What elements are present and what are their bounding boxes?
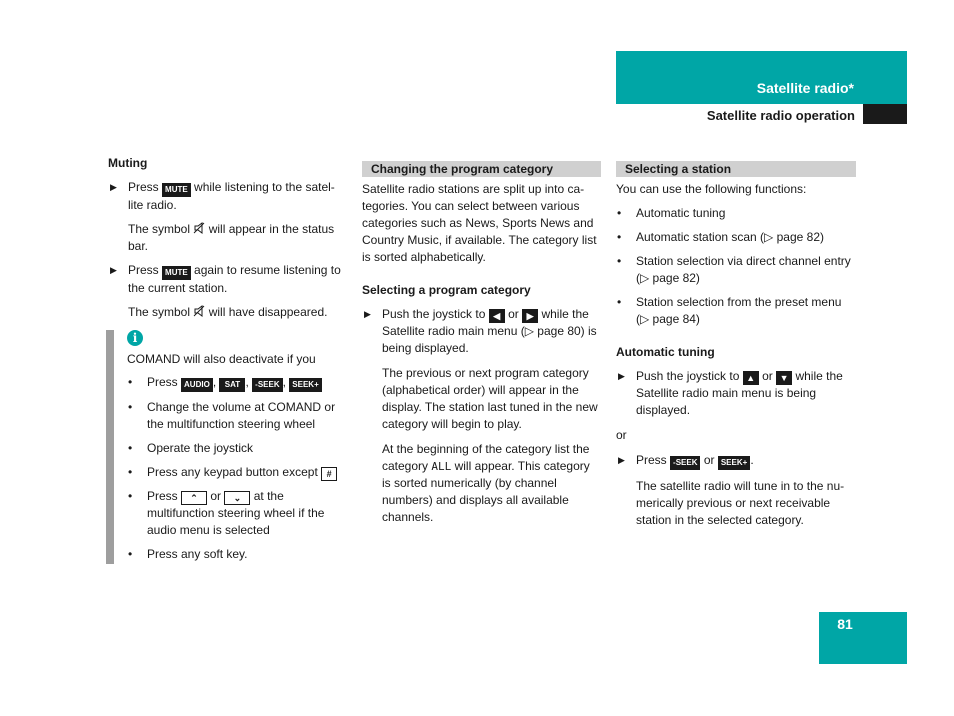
bullet-icon: • bbox=[128, 441, 133, 455]
page-number: 81 bbox=[837, 616, 853, 632]
note-symbol-disappear: The symbol will have disappeared. bbox=[128, 305, 328, 319]
joystick-left-icon: ◀ bbox=[489, 309, 505, 323]
seek-minus-key-icon: -SEEK bbox=[670, 456, 700, 470]
or-text: or bbox=[616, 428, 627, 442]
section-title: Satellite radio* bbox=[756, 80, 854, 96]
sat-key-icon: SAT bbox=[219, 378, 245, 392]
section-subtitle: Satellite radio operation bbox=[706, 108, 855, 123]
station-bullet: • Station selection via direct channel entry (▷ page 82) bbox=[617, 254, 851, 285]
bullet-icon: • bbox=[617, 295, 622, 309]
header-band bbox=[616, 51, 907, 104]
header-tab-marker bbox=[863, 104, 907, 124]
step-unmute: ▶ Press MUTE again to resume listening to the current station. bbox=[110, 263, 341, 295]
tuning-result: The satellite radio will tune in to the nu-merically previous or next receivable station in the selected category. bbox=[636, 479, 845, 527]
info-icon: i bbox=[127, 330, 143, 346]
arrow-icon: ▶ bbox=[618, 371, 625, 381]
info-bullet-softkey: • Press any soft key. bbox=[128, 547, 248, 561]
info-bullet-keys: • Press AUDIO , SAT , -SEEK , SEEK+ bbox=[127, 374, 349, 392]
seek-plus-key-icon: SEEK+ bbox=[289, 378, 321, 392]
arrow-icon: ▶ bbox=[110, 182, 117, 192]
heading-muting: Muting bbox=[108, 156, 148, 170]
section-bar-station: Selecting a station bbox=[616, 161, 856, 177]
station-bullet: • Automatic station scan (▷ page 82) bbox=[617, 230, 824, 244]
category-result: The previous or next program category (alphabetical order) will appear in the display. The station last tuned in the new category will begin to play. bbox=[382, 366, 598, 431]
step-joystick-tuning: ▶ Push the joystick to ▲ or ▼ while the Satellite radio main menu is being displayed. bbox=[618, 369, 843, 417]
info-bullet-joystick: • Operate the joystick bbox=[128, 441, 254, 455]
mute-key-icon: MUTE bbox=[162, 266, 191, 280]
station-intro: You can use the following functions: bbox=[616, 182, 807, 196]
step-seek-keys: ▶ Press -SEEK or SEEK+ . bbox=[616, 452, 856, 470]
joystick-down-icon: ▼ bbox=[776, 371, 792, 385]
joystick-up-icon: ▲ bbox=[743, 371, 759, 385]
hash-key-icon: # bbox=[321, 467, 337, 481]
info-box bbox=[127, 330, 349, 563]
column-category bbox=[362, 161, 601, 526]
info-bullet-volume: • Change the volume at COMAND or the multifunction steering wheel bbox=[128, 400, 336, 431]
steering-down-key-icon: ⌄ bbox=[224, 491, 250, 505]
category-intro: Satellite radio stations are split up into ca-tegories. You can select between various categories such as News, Sports News and Country Music, if available. The category list is sorted alphabetically. bbox=[362, 182, 597, 264]
bullet-icon: • bbox=[617, 206, 622, 220]
mute-key-icon: MUTE bbox=[162, 183, 191, 197]
column-muting bbox=[108, 155, 348, 321]
speaker-muted-icon bbox=[193, 222, 205, 234]
category-all-note: At the beginning of the category list the category ALL will appear. This category is sorted numerically (by channel numbers) and displays all available channels. bbox=[382, 442, 590, 524]
bullet-icon: • bbox=[128, 400, 133, 414]
info-side-bar bbox=[106, 330, 114, 564]
info-bullet-keypad: • Press any keypad button except # bbox=[127, 464, 349, 481]
bullet-icon: • bbox=[617, 254, 622, 268]
bullet-icon: • bbox=[128, 489, 133, 503]
steering-up-key-icon: ⌃ bbox=[181, 491, 207, 505]
arrow-icon: ▶ bbox=[110, 265, 117, 275]
step-mute: ▶ Press MUTE while listening to the satel-lite radio. bbox=[110, 180, 335, 212]
arrow-icon: ▶ bbox=[618, 455, 625, 465]
note-symbol-appear: The symbol will appear in the status bar. bbox=[128, 222, 335, 253]
audio-key-icon: AUDIO bbox=[181, 378, 213, 392]
step-joystick-category: ▶ Push the joystick to ◀ or ▶ while the Satellite radio main menu (▷ page 80) is being displayed. bbox=[364, 307, 597, 355]
heading-select-category: Selecting a program category bbox=[362, 283, 531, 297]
station-bullet: • Automatic tuning bbox=[617, 206, 726, 220]
seek-minus-key-icon: -SEEK bbox=[252, 378, 282, 392]
section-bar-category: Changing the program category bbox=[362, 161, 601, 177]
joystick-right-icon: ▶ bbox=[522, 309, 538, 323]
bullet-icon: • bbox=[617, 230, 622, 244]
arrow-icon: ▶ bbox=[364, 309, 371, 319]
bullet-icon: • bbox=[128, 375, 133, 389]
speaker-muted-icon bbox=[193, 305, 205, 317]
info-bullet-steering: • Press ⌃ or ⌄ at the multifunction steering wheel if the audio menu is selected bbox=[128, 489, 325, 537]
bullet-icon: • bbox=[128, 465, 133, 479]
column-station bbox=[616, 161, 856, 529]
bullet-icon: • bbox=[128, 547, 133, 561]
category-all-code: ALL bbox=[431, 460, 452, 473]
info-intro: COMAND will also deactivate if you bbox=[127, 352, 316, 366]
station-bullet: • Station selection from the preset menu (▷ page 84) bbox=[617, 295, 842, 326]
seek-plus-key-icon: SEEK+ bbox=[718, 456, 750, 470]
heading-automatic-tuning: Automatic tuning bbox=[616, 345, 715, 359]
